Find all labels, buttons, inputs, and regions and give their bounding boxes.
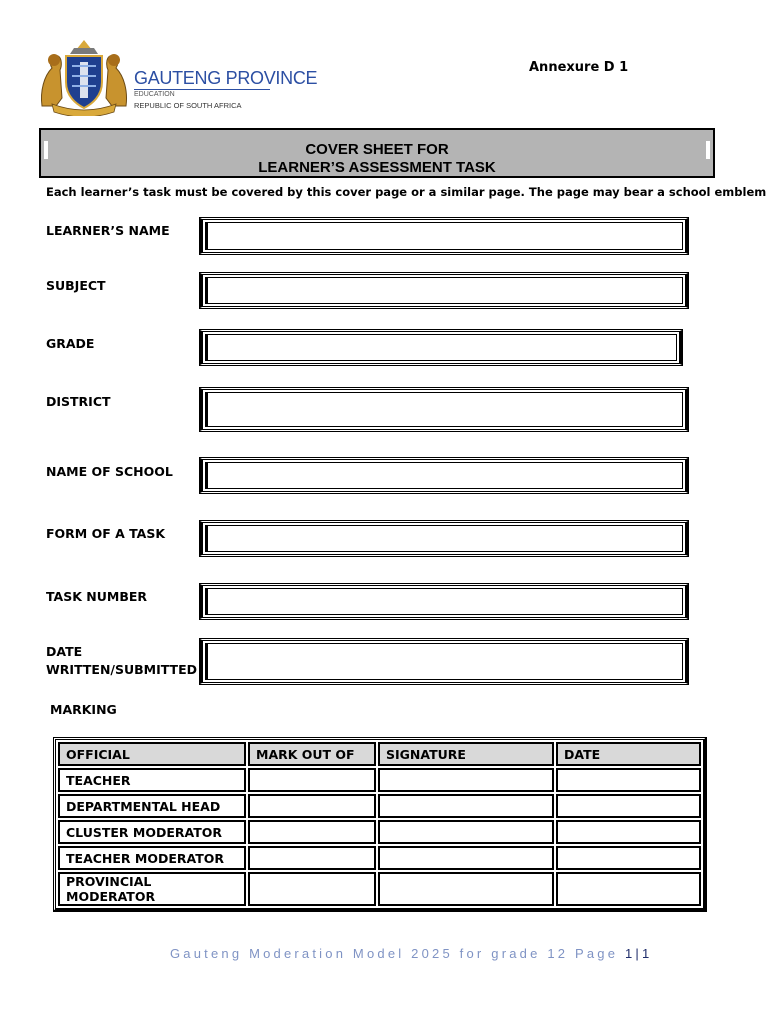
signature-cell[interactable] [378, 794, 554, 818]
date-cell[interactable] [556, 794, 701, 818]
table-row [58, 846, 701, 870]
signature-cell[interactable] [378, 872, 554, 906]
title-line-1: COVER SHEET FOR [305, 141, 449, 158]
col-signature-header: SIGNATURE [378, 742, 554, 766]
learner-name-label: LEARNER’S NAME [46, 223, 170, 238]
learner-name-field[interactable] [199, 217, 689, 255]
task-form-label: FORM OF A TASK [46, 526, 166, 541]
footer-text: Gauteng Moderation Model 2025 for grade 12 Page [170, 946, 619, 961]
date-cell[interactable] [556, 820, 701, 844]
marking-heading: MARKING [50, 702, 117, 717]
page-number: 1 [624, 946, 636, 961]
official-cell: CLUSTER MODERATOR [58, 820, 246, 844]
mark-cell[interactable] [248, 768, 376, 792]
col-date-header: DATE [556, 742, 701, 766]
signature-cell[interactable] [378, 820, 554, 844]
logo-divider [134, 89, 270, 90]
logo-department: EDUCATION [134, 91, 175, 98]
district-label: DISTRICT [46, 394, 111, 409]
title-line-2: LEARNER’S ASSESSMENT TASK [258, 159, 496, 176]
date-label-line-2: WRITTEN/SUBMITTED [46, 662, 197, 677]
date-cell[interactable] [556, 768, 701, 792]
date-cell[interactable] [556, 846, 701, 870]
signature-cell[interactable] [378, 846, 554, 870]
page-total: 1 [642, 946, 653, 961]
mark-cell[interactable] [248, 872, 376, 906]
table-row [58, 794, 701, 818]
logo-country: REPUBLIC OF SOUTH AFRICA [134, 101, 242, 110]
task-number-field[interactable] [199, 583, 689, 620]
signature-cell[interactable] [378, 768, 554, 792]
task-form-field[interactable] [199, 520, 689, 557]
task-number-label: TASK NUMBER [46, 589, 148, 604]
intro-instruction: Each learner’s task must be covered by this cover page or a similar page. The page may bear a school emblem [46, 185, 767, 199]
official-cell: PROVINCIAL MODERATOR [58, 872, 246, 906]
official-cell: TEACHER MODERATOR [58, 846, 246, 870]
date-label-line-1: DATE [46, 644, 83, 659]
table-row [58, 820, 701, 844]
date-written-field[interactable] [199, 638, 689, 685]
grade-field[interactable] [199, 329, 683, 366]
annexure-label: Annexure D 1 [529, 60, 629, 75]
school-name-field[interactable] [199, 457, 689, 494]
page-separator: | [635, 946, 642, 961]
page-footer [170, 946, 652, 961]
col-official-header: OFFICIAL [58, 742, 246, 766]
subject-field[interactable] [199, 272, 689, 309]
school-name-label: NAME OF SCHOOL [46, 464, 173, 479]
cover-sheet-title-box [39, 128, 715, 178]
official-cell: DEPARTMENTAL HEAD [58, 794, 246, 818]
mark-cell[interactable] [248, 846, 376, 870]
mark-cell[interactable] [248, 820, 376, 844]
table-row [58, 872, 701, 906]
district-field[interactable] [199, 387, 689, 432]
subject-label: SUBJECT [46, 278, 106, 293]
grade-label: GRADE [46, 336, 95, 351]
table-row [58, 768, 701, 792]
date-written-label [46, 643, 196, 679]
logo-wordmark: GAUTENG PROVINCE [134, 68, 318, 88]
marking-table [53, 737, 707, 912]
official-cell: TEACHER [58, 768, 246, 792]
date-cell[interactable] [556, 872, 701, 906]
marking-header-row [58, 742, 701, 766]
mark-cell[interactable] [248, 794, 376, 818]
col-mark-header: MARK OUT OF [248, 742, 376, 766]
